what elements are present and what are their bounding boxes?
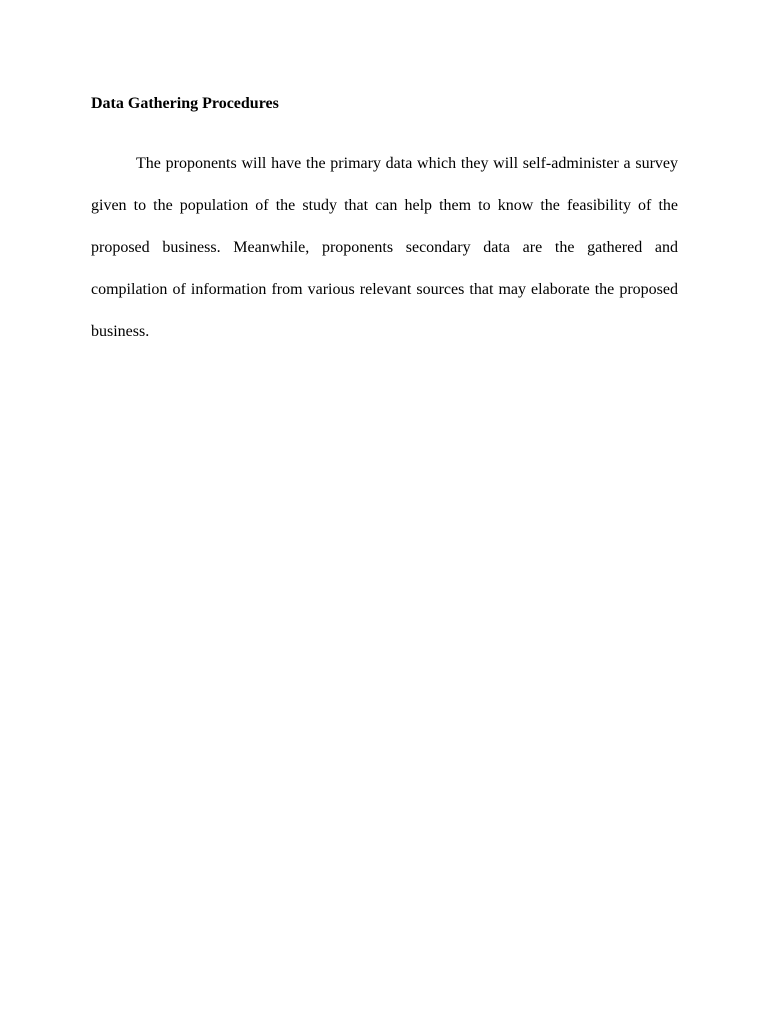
section-heading: Data Gathering Procedures <box>91 95 279 112</box>
body-paragraph: The proponents will have the primary data which they will self-administer a survey given to the population of the study that can help them to know the feasibility of the proposed business. Meanwhile, proponents secondary data are the gathered and compilation of information from various relevant sources that may elaborate the proposed business. <box>91 155 678 340</box>
